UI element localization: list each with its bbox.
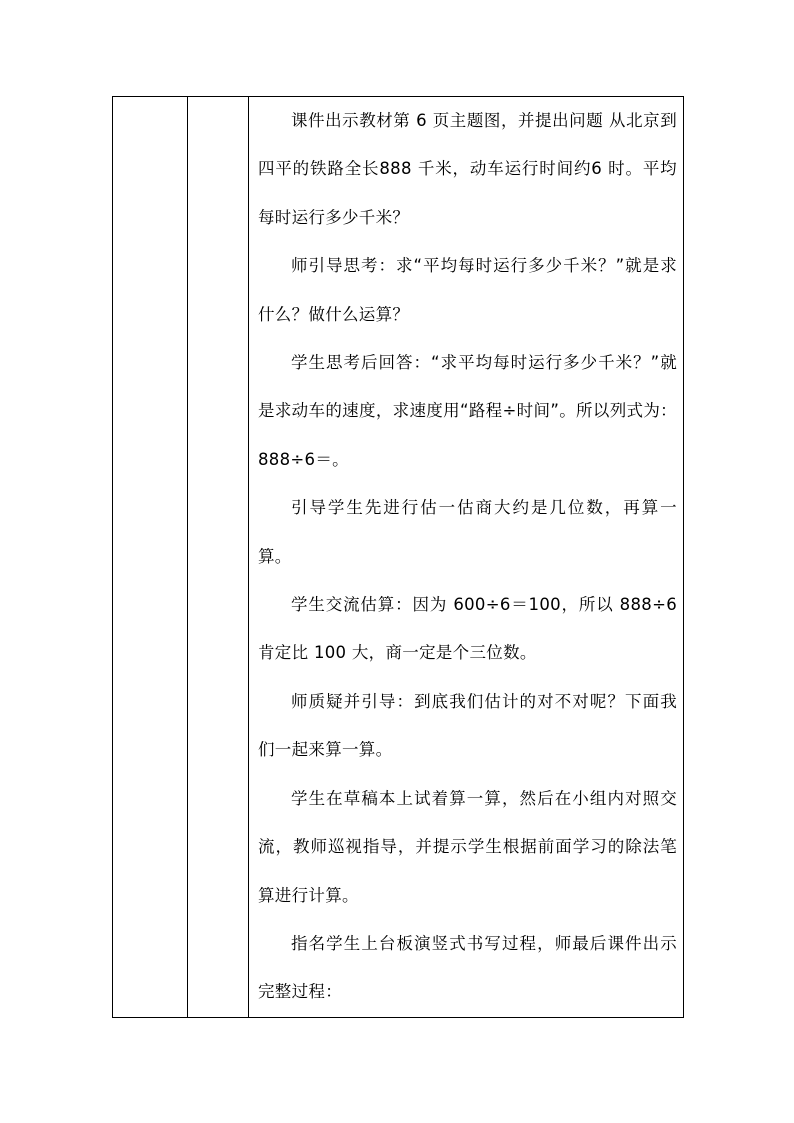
table-cell-empty-middle xyxy=(188,97,249,1018)
table-row xyxy=(113,97,684,1018)
lesson-plan-table xyxy=(112,96,684,1018)
paragraph-7: 学生在草稿本上试着算一算，然后在小组内对照交流，教师巡视指导，并提示学生根据前面学习的除法笔算进行计算。 xyxy=(258,788,677,905)
paragraph-4: 引导学生先进行估一估商大约是几位数，再算一算。 xyxy=(258,498,677,566)
paragraph-6: 师质疑并引导：到底我们估计的对不对呢？下面我们一起来算一算。 xyxy=(258,691,677,760)
table-cell-empty-left xyxy=(113,97,188,1018)
paragraph-8: 指名学生上台板演竖式书写过程，师最后课件出示完整过程： xyxy=(258,933,677,1002)
paragraph-5: 学生交流估算：因为 600÷6＝100，所以 888÷6 肯定比 100 大，商一定是个三位数。 xyxy=(258,595,677,663)
table-cell-content xyxy=(249,97,684,1018)
paragraph-1: 课件出示教材第 6 页主题图，并提出问题 从北京到四平的铁路全长888 千米，动车运行时间约6 时。平均每时运行多少千米？ xyxy=(258,111,677,227)
paragraph-3: 学生思考后回答：“求平均每时运行多少千米？”就是求动车的速度，求速度用“路程÷时间”。所以列式为：888÷6＝。 xyxy=(258,353,677,469)
paragraph-2: 师引导思考：求“平均每时运行多少千米？”就是求什么？做什么运算？ xyxy=(258,256,677,324)
